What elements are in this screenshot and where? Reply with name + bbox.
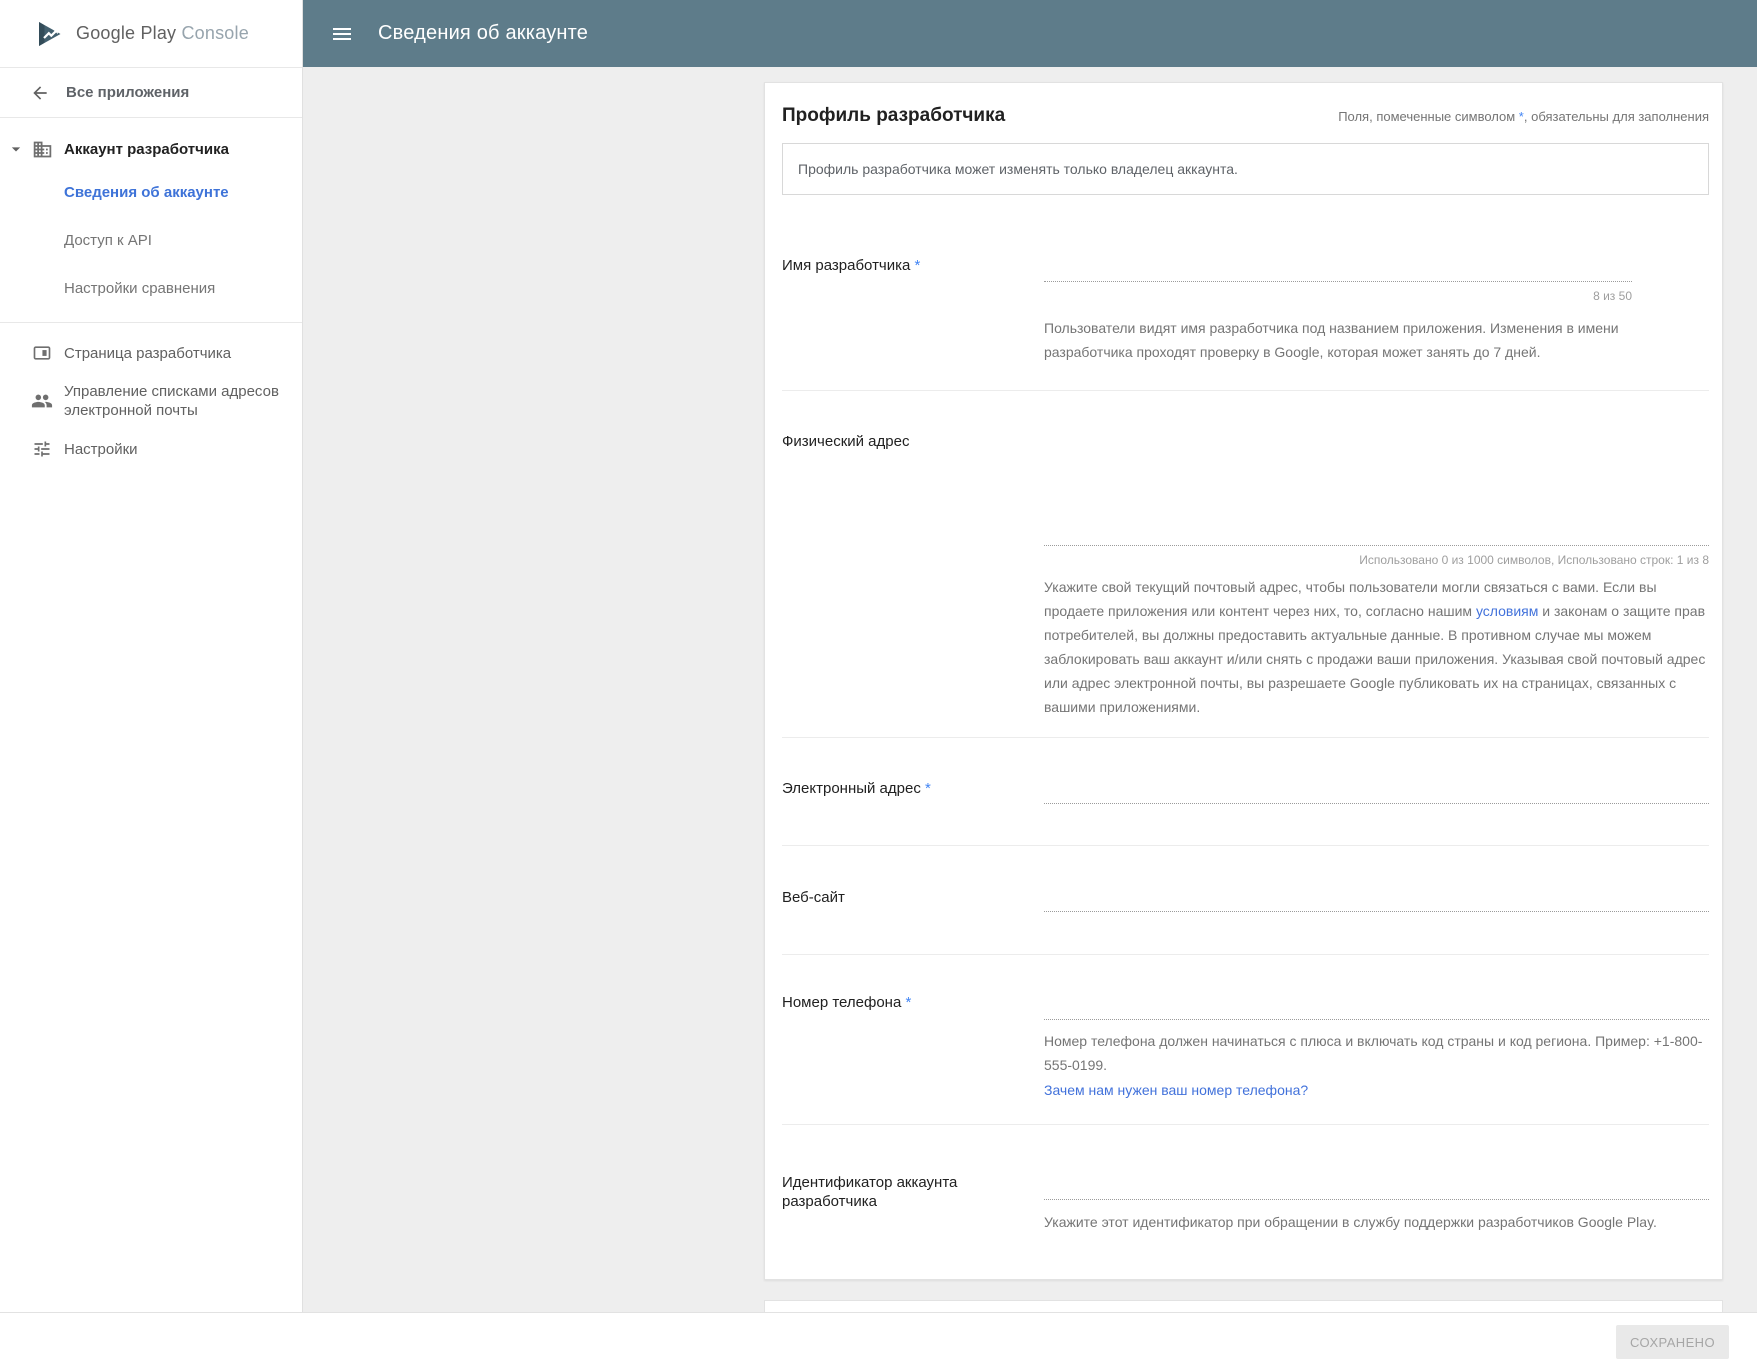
owner-notice: Профиль разработчика может изменять только владелец аккаунта. [782, 143, 1709, 195]
sidebar-item-all-apps[interactable]: Все приложения [0, 68, 302, 118]
field-row-physical-address [782, 391, 1709, 738]
top-app-bar [302, 0, 1757, 67]
physical-address-help: Укажите свой текущий почтовый адрес, чтобы пользователи могли связаться с вами. Если вы продаете приложения или контент через них, то, согласно нашим условиям и законам о защите прав потребителей, вы должны предоставить актуальные данные. В противном случае мы можем заблокировать ваш аккаунт и/или снять с продажи ваши приложения. Указывая свой почтовый адрес или адрес электронной почты, вы разрешаете Google публиковать их на страницах, связанных с вашими приложениями. [1044, 579, 1706, 715]
field-row-developer-name [782, 195, 1709, 391]
menu-button[interactable] [328, 20, 356, 48]
sidebar-item-email-lists[interactable]: Управление списками адресов электронной почты [0, 377, 302, 425]
sidebar-item-comparison-settings[interactable]: Настройки сравнения [64, 279, 216, 297]
required-asterisk: * [914, 257, 921, 274]
physical-address-counter: Использовано 0 из 1000 символов, Использовано строк: 1 из 8 [1359, 553, 1709, 567]
developer-account-id-label: Идентификатор аккаунта разработчика [782, 1174, 958, 1210]
developer-name-input[interactable] [1044, 281, 1632, 282]
terms-link[interactable]: условиям [1475, 603, 1539, 619]
card-header [765, 83, 1722, 127]
footer-bar [0, 1312, 1757, 1371]
sidebar-item-developer-page[interactable]: Страница разработчика [0, 329, 302, 377]
save-button[interactable]: СОХРАНЕНО [1616, 1325, 1729, 1359]
developer-name-help: Пользователи видят имя разработчика под названием приложения. Изменения в имени разработчика проходят проверку в Google, которая может занять до 7 дней. [1044, 320, 1619, 360]
sidebar-divider [0, 322, 302, 329]
brand-text: Google Play Console [76, 23, 249, 43]
phone-label: Номер телефона * [782, 994, 912, 1011]
sidebar-item-api-access[interactable]: Доступ к API [64, 231, 152, 249]
developer-name-label: Имя разработчика * [782, 257, 921, 274]
phone-input[interactable] [1044, 1019, 1709, 1020]
play-console-icon [36, 20, 64, 48]
sidebar-group-developer-account[interactable]: Аккаунт разработчика [0, 130, 302, 168]
email-label: Электронный адрес * [782, 780, 931, 797]
required-fields-note: Поля, помеченные символом *, обязательны для заполнения [1338, 109, 1709, 124]
phone-help: Номер телефона должен начинаться с плюса и включать код страны и код региона. Пример: +1-800-555-0199. [1044, 1033, 1703, 1073]
field-row-phone [782, 955, 1709, 1125]
physical-address-input[interactable] [1044, 432, 1709, 546]
field-row-developer-account-id [782, 1125, 1709, 1234]
developer-name-counter: 8 из 50 [1593, 289, 1632, 303]
field-row-website [782, 846, 1709, 955]
page-title: Сведения об аккаунте [378, 22, 589, 44]
sidebar-item-account-details[interactable]: Сведения об аккаунте [64, 183, 229, 201]
website-input[interactable] [1044, 911, 1709, 912]
tune-icon [30, 439, 54, 459]
play-console-logo[interactable] [0, 0, 302, 68]
developer-account-id-value[interactable] [1044, 1199, 1709, 1200]
hamburger-icon [330, 22, 354, 46]
website-label: Веб-сайт [782, 889, 845, 906]
sidebar-item-settings[interactable]: Настройки [0, 425, 302, 473]
email-input[interactable] [1044, 803, 1709, 804]
section-title: Профиль разработчика [782, 105, 1006, 126]
phone-why-link[interactable]: Зачем нам нужен ваш номер телефона? [1044, 1082, 1309, 1098]
sidebar-nav [0, 118, 302, 473]
physical-address-label: Физический адрес [782, 433, 910, 450]
building-icon [30, 139, 54, 160]
group-icon [30, 390, 54, 412]
chevron-down-icon [4, 139, 28, 159]
required-asterisk: * [1518, 109, 1524, 124]
developer-profile-card [764, 82, 1723, 1280]
required-asterisk: * [905, 994, 912, 1011]
required-asterisk: * [925, 780, 931, 797]
field-row-email [782, 738, 1709, 846]
developer-page-icon [30, 343, 54, 363]
developer-account-id-help: Укажите этот идентификатор при обращении в службу поддержки разработчиков Google Play. [1044, 1214, 1657, 1230]
back-arrow-icon [30, 83, 50, 103]
sidebar [0, 0, 303, 1370]
